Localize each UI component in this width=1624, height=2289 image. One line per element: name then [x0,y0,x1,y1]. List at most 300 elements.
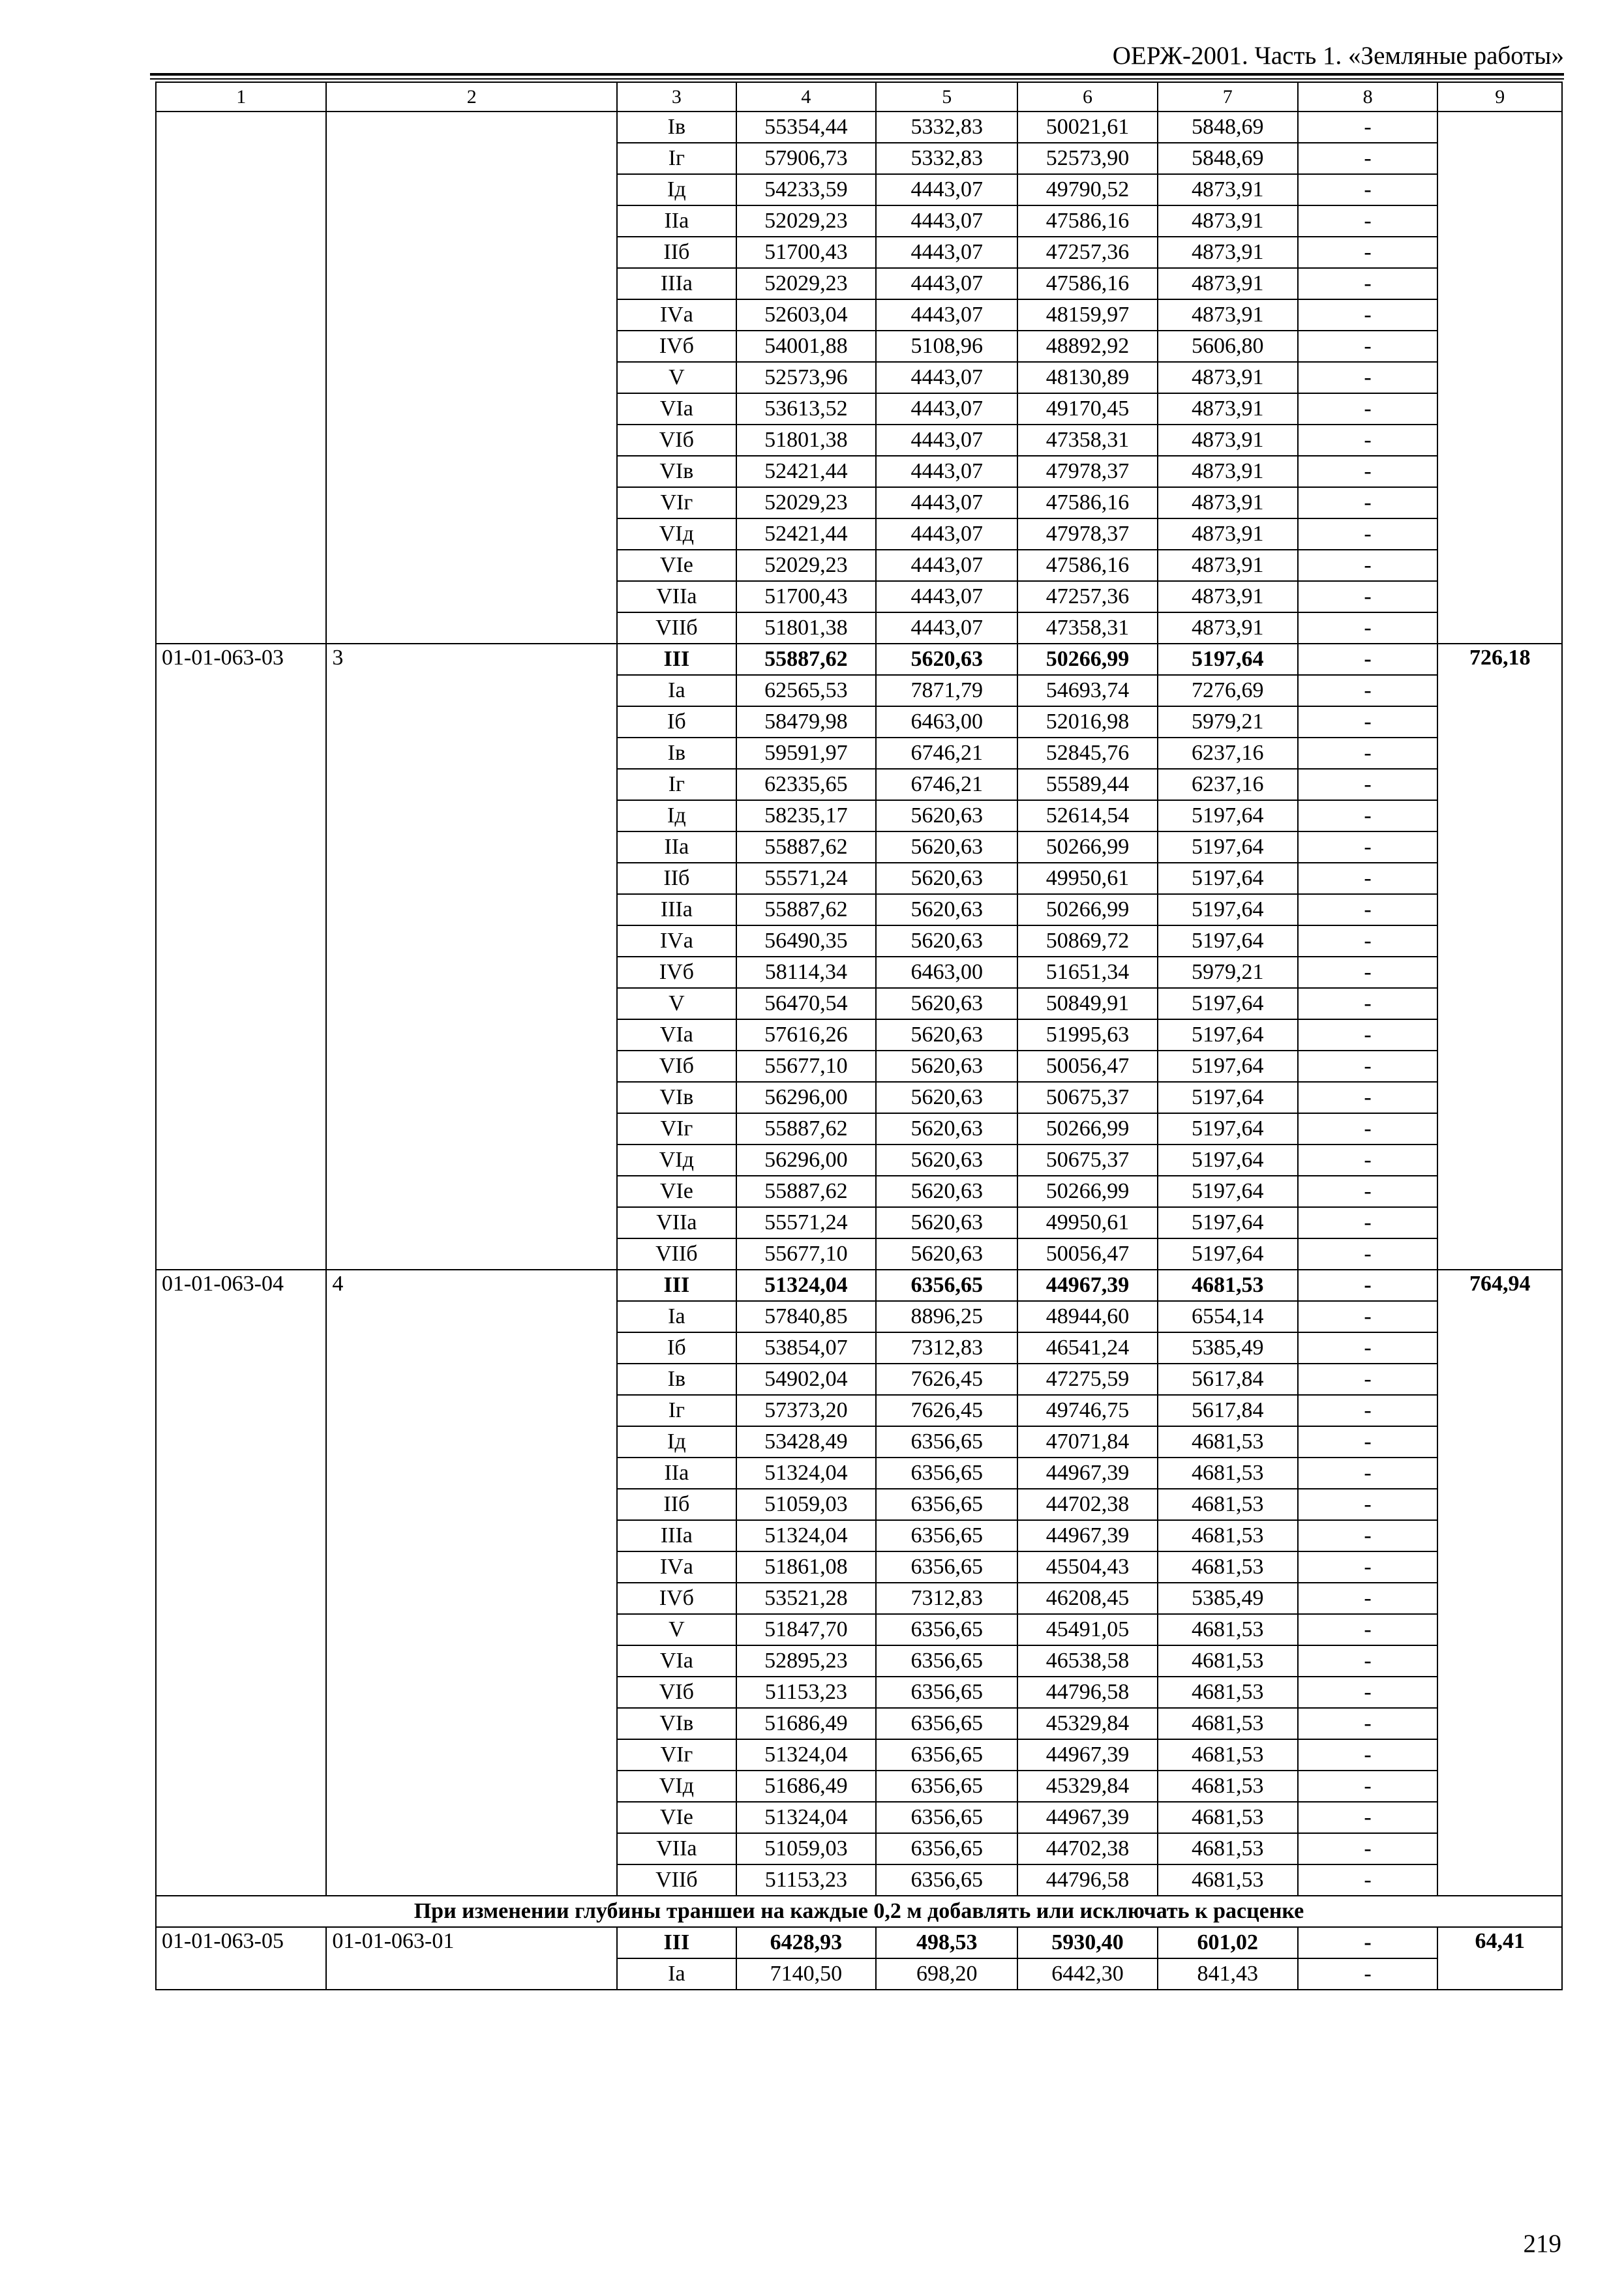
value-cell: 53613,52 [736,393,877,425]
value-cell: 52029,23 [736,487,877,518]
value-cell: - [1298,1771,1438,1802]
column-number: 8 [1298,82,1438,112]
value-cell: 6356,65 [876,1802,1017,1833]
value-cell: - [1298,1614,1438,1645]
value-cell: 4681,53 [1158,1833,1298,1864]
region-code-cell: IIIа [617,268,736,299]
region-code-cell: Iд [617,1426,736,1458]
value-cell: 51324,04 [736,1270,877,1301]
value-cell: 5197,64 [1158,1051,1298,1082]
region-code-cell: IIIа [617,894,736,925]
value-cell: 6356,65 [876,1426,1017,1458]
region-code-cell: VIб [617,1051,736,1082]
value-cell: 58479,98 [736,706,877,738]
value-cell: 51324,04 [736,1739,877,1771]
value-cell: 5197,64 [1158,988,1298,1019]
value-cell: - [1298,1207,1438,1238]
value-cell: 5617,84 [1158,1395,1298,1426]
value-cell: 5848,69 [1158,112,1298,143]
value-cell: 5620,63 [876,863,1017,894]
value-cell: 4873,91 [1158,518,1298,550]
value-cell: 4681,53 [1158,1739,1298,1771]
region-code-cell: VIд [617,1771,736,1802]
value-cell: 4443,07 [876,237,1017,268]
region-code-cell: Iг [617,1395,736,1426]
value-cell: 5332,83 [876,143,1017,174]
column-number: 9 [1437,82,1562,112]
value-cell: - [1298,425,1438,456]
rate-code [156,112,326,644]
region-code-cell: IIа [617,205,736,237]
value-cell: 55589,44 [1017,769,1158,800]
region-code-cell: VIа [617,1645,736,1677]
value-cell: 55677,10 [736,1238,877,1270]
value-cell: 44967,39 [1017,1802,1158,1833]
value-cell: 54902,04 [736,1364,877,1395]
value-cell: - [1298,205,1438,237]
value-cell: 51861,08 [736,1551,877,1583]
value-cell: 5197,64 [1158,831,1298,863]
region-code-cell: Iа [617,1301,736,1332]
value-cell: 50266,99 [1017,831,1158,863]
value-cell: 5620,63 [876,1082,1017,1113]
region-code-cell: VIIа [617,1207,736,1238]
value-cell: - [1298,456,1438,487]
value-cell: 45329,84 [1017,1771,1158,1802]
region-code-cell: Iд [617,174,736,205]
value-cell: - [1298,1551,1438,1583]
column-number: 6 [1017,82,1158,112]
rates-table [155,82,1563,1990]
running-header: ОЕРЖ-2001. Часть 1. «Земляные работы» [1112,42,1564,70]
region-code-cell: V [617,362,736,393]
region-code-cell: VIб [617,1677,736,1708]
value-cell: 55887,62 [736,1113,877,1144]
region-code-cell: V [617,988,736,1019]
value-cell: 62565,53 [736,675,877,706]
column-number: 7 [1158,82,1298,112]
labor-cost-cell: 64,41 [1437,1927,1562,1990]
value-cell: 46541,24 [1017,1332,1158,1364]
value-cell: 51324,04 [736,1802,877,1833]
region-code-cell: Iв [617,112,736,143]
value-cell: 4681,53 [1158,1802,1298,1833]
value-cell: 47358,31 [1017,612,1158,644]
value-cell: 4873,91 [1158,550,1298,581]
value-cell: 50266,99 [1017,1113,1158,1144]
column-number: 2 [326,82,617,112]
value-cell: - [1298,1489,1438,1520]
value-cell: 47257,36 [1017,581,1158,612]
value-cell: - [1298,706,1438,738]
value-cell: - [1298,1364,1438,1395]
region-code-cell: Iб [617,1332,736,1364]
value-cell: 47257,36 [1017,237,1158,268]
value-cell: - [1298,331,1438,362]
value-cell: 5332,83 [876,112,1017,143]
value-cell: 6356,65 [876,1551,1017,1583]
value-cell: 47586,16 [1017,205,1158,237]
value-cell: 5620,63 [876,1019,1017,1051]
region-code-cell: III [617,644,736,675]
region-code-cell: VIIб [617,1238,736,1270]
value-cell: 47586,16 [1017,487,1158,518]
region-code-cell: VIд [617,518,736,550]
region-code-cell: IIб [617,237,736,268]
value-cell: 498,53 [876,1927,1017,1958]
value-cell: 5197,64 [1158,1019,1298,1051]
value-cell: - [1298,612,1438,644]
value-cell: 49950,61 [1017,863,1158,894]
value-cell: 53428,49 [736,1426,877,1458]
value-cell: 48159,97 [1017,299,1158,331]
value-cell: 5930,40 [1017,1927,1158,1958]
region-code-cell: IVб [617,957,736,988]
value-cell: 56296,00 [736,1144,877,1176]
value-cell: 4873,91 [1158,268,1298,299]
value-cell: 4443,07 [876,487,1017,518]
value-cell: 6428,93 [736,1927,877,1958]
value-cell: 52029,23 [736,205,877,237]
value-cell: - [1298,550,1438,581]
value-cell: 55887,62 [736,831,877,863]
value-cell: 50056,47 [1017,1051,1158,1082]
value-cell: 5197,64 [1158,644,1298,675]
value-cell: 6554,14 [1158,1301,1298,1332]
value-cell: - [1298,112,1438,143]
value-cell: 4873,91 [1158,456,1298,487]
value-cell: 53854,07 [736,1332,877,1364]
value-cell: 52845,76 [1017,738,1158,769]
region-code-cell: Iб [617,706,736,738]
rate-code: 01-01-063-05 [156,1927,326,1990]
value-cell: 50056,47 [1017,1238,1158,1270]
value-cell: 51700,43 [736,237,877,268]
value-cell: 45491,05 [1017,1614,1158,1645]
rate-reference: 4 [326,1270,617,1896]
value-cell: 51324,04 [736,1520,877,1551]
value-cell: - [1298,644,1438,675]
value-cell: 8896,25 [876,1301,1017,1332]
value-cell: 55571,24 [736,863,877,894]
value-cell: 47275,59 [1017,1364,1158,1395]
column-number: 5 [876,82,1017,112]
value-cell: - [1298,1238,1438,1270]
value-cell: - [1298,393,1438,425]
value-cell: 6356,65 [876,1458,1017,1489]
value-cell: 50849,91 [1017,988,1158,1019]
rate-reference: 01-01-063-01 [326,1927,617,1990]
region-code-cell: IIб [617,1489,736,1520]
value-cell: 49790,52 [1017,174,1158,205]
value-cell: 4681,53 [1158,1614,1298,1645]
value-cell: - [1298,1051,1438,1082]
value-cell: 4681,53 [1158,1426,1298,1458]
value-cell: 55677,10 [736,1051,877,1082]
rate-reference [326,112,617,644]
region-code-cell: Iа [617,675,736,706]
column-number: 4 [736,82,877,112]
value-cell: 46538,58 [1017,1645,1158,1677]
page-number: 219 [1523,2230,1561,2258]
region-code-cell: Iд [617,800,736,831]
region-code-cell: IVа [617,1551,736,1583]
value-cell: 57840,85 [736,1301,877,1332]
region-code-cell: VIг [617,487,736,518]
region-code-cell: III [617,1270,736,1301]
value-cell: 52421,44 [736,518,877,550]
region-code-cell: VIд [617,1144,736,1176]
value-cell: 5197,64 [1158,1082,1298,1113]
value-cell: 44796,58 [1017,1677,1158,1708]
value-cell: 4443,07 [876,550,1017,581]
value-cell: 52421,44 [736,456,877,487]
value-cell: 52573,90 [1017,143,1158,174]
value-cell: - [1298,1082,1438,1113]
value-cell: 5620,63 [876,831,1017,863]
value-cell: 6746,21 [876,738,1017,769]
value-cell: 5617,84 [1158,1364,1298,1395]
value-cell: 5620,63 [876,644,1017,675]
region-code-cell: IVб [617,1583,736,1614]
section-note: При изменении глубины траншеи на каждые 0,2 м добавлять или исключать к расценке [156,1896,1562,1927]
region-code-cell: VIIб [617,612,736,644]
value-cell: 698,20 [876,1958,1017,1990]
value-cell: - [1298,1927,1438,1958]
value-cell: - [1298,487,1438,518]
table-row [156,112,1562,143]
value-cell: 6356,65 [876,1771,1017,1802]
value-cell: 52029,23 [736,550,877,581]
value-cell: 4443,07 [876,174,1017,205]
value-cell: - [1298,1520,1438,1551]
value-cell: 5620,63 [876,1207,1017,1238]
header-rule [150,73,1564,76]
value-cell: - [1298,268,1438,299]
region-code-cell: IVа [617,925,736,957]
region-code-cell: III [617,1927,736,1958]
value-cell: 44967,39 [1017,1520,1158,1551]
value-cell: 7626,45 [876,1395,1017,1426]
value-cell: 5108,96 [876,331,1017,362]
value-cell: 51651,34 [1017,957,1158,988]
table-body [156,82,1562,1990]
value-cell: 50675,37 [1017,1082,1158,1113]
value-cell: 48944,60 [1017,1301,1158,1332]
value-cell: - [1298,863,1438,894]
value-cell: 48130,89 [1017,362,1158,393]
value-cell: 62335,65 [736,769,877,800]
region-code-cell: Iг [617,769,736,800]
region-code-cell: VIг [617,1113,736,1144]
value-cell: 49170,45 [1017,393,1158,425]
value-cell: 6442,30 [1017,1958,1158,1990]
value-cell: 6356,65 [876,1833,1017,1864]
value-cell: 51686,49 [736,1708,877,1739]
column-number: 3 [617,82,736,112]
value-cell: 7871,79 [876,675,1017,706]
value-cell: 51700,43 [736,581,877,612]
value-cell: 6237,16 [1158,738,1298,769]
value-cell: 47978,37 [1017,518,1158,550]
value-cell: 4873,91 [1158,487,1298,518]
value-cell: 4443,07 [876,299,1017,331]
value-cell: 44702,38 [1017,1489,1158,1520]
region-code-cell: VIIб [617,1864,736,1896]
value-cell: 5620,63 [876,894,1017,925]
region-code-cell: VIг [617,1739,736,1771]
value-cell: 5197,64 [1158,1207,1298,1238]
value-cell: 45329,84 [1017,1708,1158,1739]
value-cell: - [1298,769,1438,800]
region-code-cell: Iв [617,738,736,769]
value-cell: 44967,39 [1017,1458,1158,1489]
value-cell: 4443,07 [876,425,1017,456]
value-cell: 7626,45 [876,1364,1017,1395]
value-cell: - [1298,237,1438,268]
value-cell: - [1298,1113,1438,1144]
rate-code: 01-01-063-04 [156,1270,326,1896]
value-cell: 6356,65 [876,1489,1017,1520]
column-number-row [156,82,1562,112]
value-cell: 44967,39 [1017,1270,1158,1301]
value-cell: 5620,63 [876,988,1017,1019]
value-cell: 7312,83 [876,1583,1017,1614]
region-code-cell: VIв [617,1708,736,1739]
value-cell: 4443,07 [876,268,1017,299]
value-cell: 6237,16 [1158,769,1298,800]
region-code-cell: IIб [617,863,736,894]
region-code-cell: VIа [617,1019,736,1051]
value-cell: 50869,72 [1017,925,1158,957]
value-cell: 59591,97 [736,738,877,769]
value-cell: 6356,65 [876,1677,1017,1708]
value-cell: 52016,98 [1017,706,1158,738]
value-cell: 57616,26 [736,1019,877,1051]
value-cell: - [1298,1332,1438,1364]
value-cell: - [1298,1583,1438,1614]
value-cell: - [1298,1426,1438,1458]
value-cell: 4873,91 [1158,362,1298,393]
value-cell: 51059,03 [736,1489,877,1520]
value-cell: 50266,99 [1017,1176,1158,1207]
value-cell: - [1298,675,1438,706]
value-cell: 5197,64 [1158,1144,1298,1176]
value-cell: 44702,38 [1017,1833,1158,1864]
table-row [156,644,1562,675]
value-cell: 5620,63 [876,1238,1017,1270]
column-number: 1 [156,82,326,112]
value-cell: 47358,31 [1017,425,1158,456]
value-cell: 4443,07 [876,205,1017,237]
value-cell: - [1298,831,1438,863]
region-code-cell: IIIа [617,1520,736,1551]
value-cell: - [1298,1708,1438,1739]
value-cell: 4681,53 [1158,1708,1298,1739]
value-cell: - [1298,1677,1438,1708]
value-cell: 4681,53 [1158,1520,1298,1551]
value-cell: 4443,07 [876,456,1017,487]
value-cell: 51059,03 [736,1833,877,1864]
value-cell: 4681,53 [1158,1645,1298,1677]
table-row [156,1270,1562,1301]
region-code-cell: Iа [617,1958,736,1990]
value-cell: - [1298,894,1438,925]
value-cell: 55354,44 [736,112,877,143]
value-cell: 5620,63 [876,1176,1017,1207]
value-cell: 51801,38 [736,425,877,456]
value-cell: 55571,24 [736,1207,877,1238]
value-cell: 47586,16 [1017,550,1158,581]
rate-reference: 3 [326,644,617,1270]
value-cell: - [1298,581,1438,612]
value-cell: 5385,49 [1158,1332,1298,1364]
value-cell: 52895,23 [736,1645,877,1677]
value-cell: 47978,37 [1017,456,1158,487]
region-code-cell: IIа [617,831,736,863]
value-cell: 56296,00 [736,1082,877,1113]
region-code-cell: IVа [617,299,736,331]
value-cell: 5197,64 [1158,1238,1298,1270]
value-cell: 6356,65 [876,1645,1017,1677]
region-code-cell: VIб [617,425,736,456]
value-cell: 50266,99 [1017,894,1158,925]
labor-cost-cell: 764,94 [1437,1270,1562,1896]
value-cell: 5620,63 [876,800,1017,831]
value-cell: 841,43 [1158,1958,1298,1990]
value-cell: 7312,83 [876,1332,1017,1364]
value-cell: 57373,20 [736,1395,877,1426]
value-cell: 6356,65 [876,1270,1017,1301]
value-cell: 4873,91 [1158,612,1298,644]
value-cell: 5197,64 [1158,1113,1298,1144]
value-cell: 52614,54 [1017,800,1158,831]
value-cell: - [1298,1864,1438,1896]
value-cell: 52573,96 [736,362,877,393]
value-cell: 4873,91 [1158,174,1298,205]
value-cell: 6746,21 [876,769,1017,800]
value-cell: 7276,69 [1158,675,1298,706]
value-cell: 5620,63 [876,1144,1017,1176]
value-cell: 51153,23 [736,1677,877,1708]
value-cell: - [1298,925,1438,957]
rate-code: 01-01-063-03 [156,644,326,1270]
value-cell: 51686,49 [736,1771,877,1802]
value-cell: 601,02 [1158,1927,1298,1958]
region-code-cell: VIе [617,1802,736,1833]
value-cell: 4443,07 [876,518,1017,550]
region-code-cell: VIв [617,1082,736,1113]
value-cell: - [1298,518,1438,550]
value-cell: 4681,53 [1158,1270,1298,1301]
value-cell: 6463,00 [876,957,1017,988]
value-cell: 48892,92 [1017,331,1158,362]
header-rule-thin [150,78,1564,80]
value-cell: 57906,73 [736,143,877,174]
region-code-cell: IIа [617,1458,736,1489]
value-cell: 4681,53 [1158,1458,1298,1489]
value-cell: 4443,07 [876,362,1017,393]
value-cell: 50021,61 [1017,112,1158,143]
value-cell: 6356,65 [876,1614,1017,1645]
region-code-cell: Iг [617,143,736,174]
value-cell: - [1298,800,1438,831]
value-cell: 58114,34 [736,957,877,988]
value-cell: 54693,74 [1017,675,1158,706]
value-cell: 55887,62 [736,1176,877,1207]
value-cell: 58235,17 [736,800,877,831]
value-cell: 4681,53 [1158,1551,1298,1583]
